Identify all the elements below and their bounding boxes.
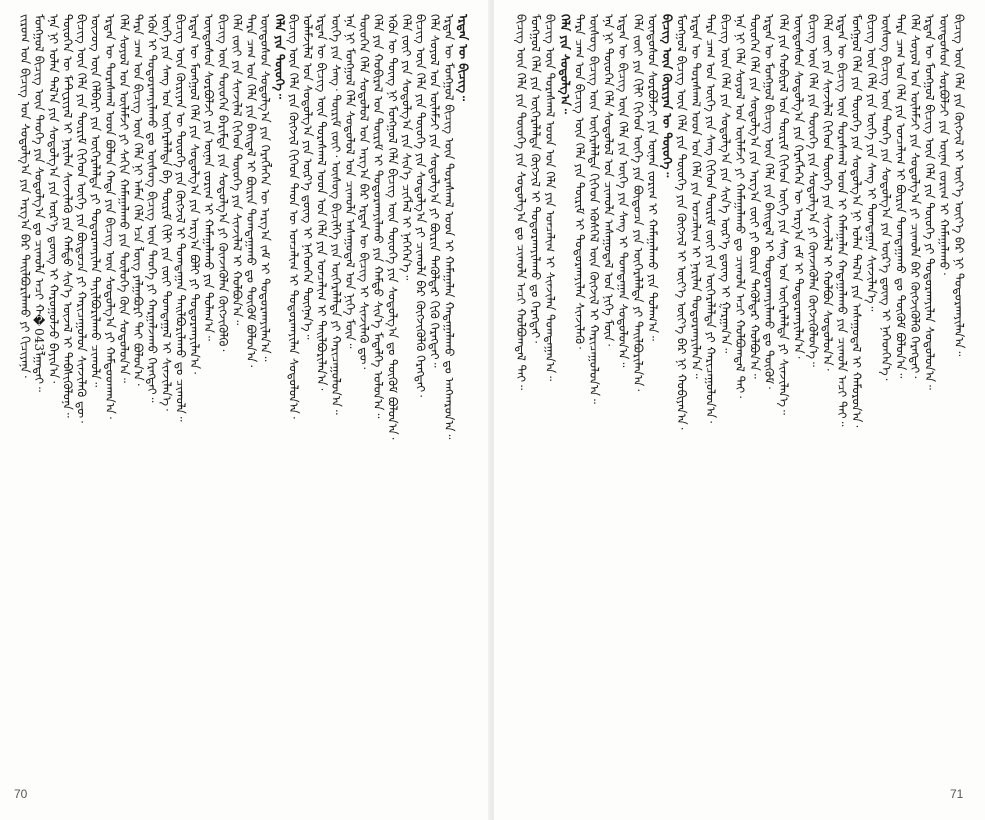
text-column: ᠡᠷᠲᠡᠨ ᠦ ᠪᠢᠴᠢᠭ᠌ ᠦᠨ ᠳᠤᠷᠠᠰᠬᠠᠯ ᠤᠳ ᠢ ᠬᠠᠮᠠᠭᠠᠯᠠᠨ ᠬᠠᠳᠠᠭᠠᠯᠠᠬᠤ ᠶᠢᠨ ᠴᠢᠬᠤᠯᠠ ᠠᠴᠢ ᠲᠠᠢ᠃ xyxy=(835,14,850,427)
text-column: ᠪᠢᠴᠢᠭ᠌ ᠦᠨ ᠬᠡᠯᠡ ᠶᠢᠨ ᠲᠦᠦᠬᠡ ᠶᠢᠨ ᠰᠤᠳᠤᠯᠭ᠎ᠠ ᠳᠤ ᠴᠢᠬᠤᠯᠠ ᠠᠴᠢ ᠬᠣᠯᠪᠣᠭᠳᠠᠯ ᠲᠠᠢ᠃ xyxy=(514,14,528,391)
text-column: ᠪᠢᠴᠢᠭ᠌ ᠦᠨ ᠬᠦᠷᠢᠶᠡᠨ ᠦ ᠲᠦᠦᠬᠡ ᠶᠢᠨ ᠬᠥᠭᠵᠢᠯ ᠢ ᠲᠣᠭᠲᠠᠭᠠᠨ ᠲᠠᠢᠯᠪᠤᠷᠢᠯᠠᠬᠤ ᠳᠤ ᠴᠢᠬᠤᠯᠠ᠃ xyxy=(173,14,188,422)
text-column: ᠡᠷᠲᠡᠨ ᠦ ᠳᠤᠷᠠᠰᠬᠠᠯ ᠤᠳ ᠪᠣᠯᠣᠨ ᠬᠠᠳᠠ ᠶᠢᠨ ᠪᠢᠴᠢᠭ᠌ ᠦᠨ ᠰᠤᠳᠤᠯᠭ᠎ᠠ ᠶᠢ ᠬᠠᠮᠲᠤᠳᠬᠠᠨ᠎ᠠ᠂ xyxy=(102,14,117,419)
text-column: ᠪᠢᠴᠢᠭ᠌ ᠦᠨ ᠬᠡᠯᠡ ᠶᠢᠨ ᠦᠭᠡ ᠶᠢᠨ ᠰᠠᠩ ᠢ ᠲᠣᠭᠲᠠᠭᠠᠨ ᠰᠢᠨᠵᠢᠯᠡᠨ᠎ᠡ᠃ xyxy=(864,14,879,312)
text-column: ᠬᠡᠯᠡ ᠶᠢᠨ ᠬᠤᠪᠢᠷᠠᠯ ᠤᠨ ᠳᠦᠷᠢᠮ ᠬᠢᠭᠡᠳ ᠦᠭᠡ ᠶᠢᠨ ᠰᠠᠩ ᠤᠨ ᠥᠭᠡᠷᠡᠯᠡᠯᠲᠡ ᠶᠢ ᠰᠢᠨᠵᠢᠯᠡᠨ᠎ᠡ᠃ xyxy=(776,14,791,415)
text-column: ᠡᠷᠲᠡᠨ ᠦ ᠪᠢᠴᠢᠭ᠌᠃ xyxy=(455,14,470,101)
text-column: ᠬᠡᠯᠡ ᠶᠢᠨ ᠲᠦᠦᠬᠡ᠃ xyxy=(272,14,287,99)
text-column: ᠬᠡᠯᠡ ᠰᠣᠶᠣᠯ ᠤᠨ ᠦᠯᠡᠮᠵᠢ ᠶᠢᠨ ᠰᠤᠳᠤᠯᠭ᠎ᠠ ᠶᠢ ᠪᠦᠷᠢᠨ ᠲᠡᠭᠦᠯᠳᠡᠷ ᠬᠢᠬᠦ ᠬᠡᠷᠡᠭᠲᠡᠢ᠃ xyxy=(427,14,442,368)
text-column: ᠡᠨᠡ ᠨᠢ ᠣᠯᠠᠨ ᠲᠠᠯ᠎ᠠ ᠶᠢᠨ ᠰᠤᠳᠤᠯᠭ᠎ᠠ ᠶᠢᠨ ᠦᠷ᠎ᠡ ᠳ᠋ᠦᠩ ᠢ ᠬᠠᠷᠤᠭᠤᠯᠵᠤ ᠪᠠᠶᠢᠨ᠎ᠠ᠂ xyxy=(46,14,61,384)
left-page-number: 70 xyxy=(14,787,28,801)
text-column: ᠦᠨᠳᠦᠰᠦᠨ ᠰᠤᠳᠤᠯᠭ᠎ᠠ ᠶᠢᠨ ᠬᠡᠷᠡᠭᠯᠡᠭᠡᠨ ᠦ ᠠᠷᠭ᠎ᠠ ᠵᠠᠮ ᠢ ᠲᠣᠳᠣᠷᠬᠠᠶᠢᠯᠠᠨ᠎ᠠ᠂ xyxy=(791,14,806,359)
text-column: ᠦᠰᠦᠭ ᠪᠢᠴᠢᠭ᠌ ᠦᠨ ᠲᠡᠦᠬᠡ ᠶᠢᠨ ᠰᠤᠳᠤᠯᠭ᠎ᠠ ᠶᠢᠨ ᠦᠷ᠎ᠡ ᠳ᠋ᠦᠩ ᠢ ᠨᠡᠭᠡᠳᠭᠡᠨ᠎ᠡ᠂ xyxy=(878,14,893,381)
text-column: ᠡᠨᠡ ᠨᠢ ᠮᠣᠩᠭᠣᠯ ᠬᠡᠯᠡ ᠰᠤᠳᠤᠯᠤᠯ ᠤᠨ ᠴᠢᠬᠤᠯᠠ ᠠᠰᠠᠭᠤᠳᠠᠯ ᠤᠨ ᠨᠢᠭᠡ ᠮᠥᠨ᠃ xyxy=(342,14,357,349)
text-column: ᠬᠡᠯᠡ ᠶᠢᠨ ᠰᠤᠳᠤᠯᠭ᠎ᠠ᠃ xyxy=(557,14,572,114)
text-column: ᠡᠷᠲᠡᠨ ᠦ ᠳᠤᠷᠠᠰᠬᠠᠯ ᠤᠳ ᠤᠨ ᠬᠡᠯᠡ ᠶᠢᠨ ᠣᠨᠴᠠᠯᠢᠭ ᠢ ᠨᠠᠷᠢᠯᠠᠨ ᠲᠣᠳᠣᠷᠬᠠᠶᠢᠯᠠᠨ᠎ᠠ᠃ xyxy=(689,14,704,379)
text-column: ᠡᠷᠲᠡᠨ ᠦ ᠮᠣᠩᠭᠣᠯ ᠪᠢᠴᠢᠭ᠌ ᠦᠨ ᠬᠡᠯᠡ ᠶᠢᠨ ᠪᠠᠢᠳᠠᠯ ᠢ ᠲᠣᠳᠣᠷᠬᠠᠶᠢᠯᠠᠬᠤ ᠳᠤ ᠳᠥᠭᠦᠮ᠂ xyxy=(762,14,777,389)
text-column: ᠬᠡᠯᠡ ᠵᠦᠢ ᠶᠢᠨ ᠰᠤᠳᠤᠯᠭ᠎ᠠ ᠶᠢᠨ ᠰᠢᠨ᠎ᠡ ᠴᠢᠭᠯᠡᠯ ᠢ ᠨᠡᠭᠡᠭᠡᠨ᠎ᠡ᠃ xyxy=(399,14,414,281)
text-column: ᠦᠨᠳᠦᠰᠦᠨ ᠰᠤᠷᠪᠤᠯᠵᠢ ᠶᠢᠨ ᠦᠨᠡᠨ ᠵᠣᠷᠢᠭ ᠢ ᠬᠠᠮᠠᠭᠠᠯᠠᠬᠤ ᠶᠢᠨ ᠲᠤᠯᠠᠭ᠎ᠠ᠃ xyxy=(645,14,660,341)
text-column: ᠲᠡᠷᠡ ᠴᠠᠭ ᠤᠨ ᠬᠡᠯᠡ ᠶᠢᠨ ᠣᠨᠴᠠᠯᠢᠭ ᠢ ᠪᠦᠷᠢᠨ ᠲᠣᠭᠲᠠᠭᠠᠬᠤ ᠳᠤ ᠳᠥᠭᠦᠮ ᠪᠣᠯᠤᠨ᠎ᠠ᠃ xyxy=(893,14,908,379)
text-column: ᠦᠭᠡ ᠶᠢᠨ ᠰᠠᠩ᠂ ᠳᠦᠷᠢᠮ ᠵᠦᠢ᠂ ᠦᠰᠦᠭ ᠪᠢᠴᠢᠯᠭᠡ ᠶᠢᠨ ᠥᠭᠡᠷᠡᠯᠡᠯᠲᠡ ᠶᠢ ᠬᠠᠷᠢᠴᠠᠭᠤᠯᠤᠨ᠎ᠠ᠃ xyxy=(328,14,343,415)
text-column: ᠲᠡᠷᠡ ᠴᠠᠭ ᠤᠨ ᠦᠭᠡ ᠶᠢᠨ ᠰᠠᠩ ᠬᠢᠭᠡᠳ ᠳᠦᠷᠢᠮ ᠵᠦᠢ ᠶᠢᠨ ᠥᠭᠡᠷᠡᠯᠡᠯᠲᠡ ᠶᠢ ᠬᠠᠷᠢᠴᠠᠭᠤᠯᠤᠨ᠎ᠠ᠂ xyxy=(703,14,718,423)
text-column: ᠬᠡᠯᠡ ᠰᠣᠶᠣᠯ ᠤᠨ ᠦᠯᠡᠮᠵᠢ ᠶᠢ ᠰᠠᠬᠢᠨ ᠬᠠᠮᠠᠭᠠᠯᠠᠬᠤ ᠶᠢᠨ ᠲᠥᠯᠦᠭᠡ ᠭᠦᠨ ᠰᠤᠳᠤᠯᠤᠨ᠎ᠠ᠃ xyxy=(116,14,131,383)
text-column: ᠦᠨᠳᠦᠰᠦᠨ ᠰᠤᠷᠪᠤᠯᠵᠢ ᠶᠢᠨ ᠦᠨᠡᠨ ᠵᠣᠷᠢᠭ ᠢ ᠬᠠᠮᠠᠭᠠᠯᠠᠬᠤ᠂ xyxy=(937,14,952,275)
text-column: ᠦᠨᠳᠦᠰᠦᠨ ᠰᠤᠷᠪᠤᠯᠵᠢ ᠶᠢᠨ ᠦᠨᠡᠨ ᠵᠣᠷᠢᠭ ᠢ ᠬᠠᠮᠠᠭᠠᠯᠠᠬᠤ ᠶᠢᠨ ᠲᠤᠯᠠᠭ᠎ᠠ᠃ xyxy=(201,14,216,341)
text-column: ᠪᠢᠴᠢᠭ᠌ ᠦᠨ ᠬᠦᠷᠢᠶᠡᠨ ᠦ ᠲᠦᠦᠬᠡ᠃ xyxy=(659,14,674,178)
text-column: ᠵᠢᠷᠤᠭ ᠤᠨ ᠪᠢᠴᠢᠭ᠌ ᠤᠨ ᠰᠤᠳᠤᠯᠭ᠎ᠠ ᠶᠢᠨ ᠠᠷᠭ᠎ᠠ ᠪᠠᠷ ᠲᠠᠢᠯᠪᠤᠷᠢᠯᠠᠬᠤ ᠶᠢ ᠬᠢᠴᠢᠶᠡᠨᠡ᠂ xyxy=(18,14,32,378)
text-column: ᠪᠢᠴᠢᠭ᠌ ᠦᠨ ᠬᠡᠯᠡ ᠶᠢᠨ ᠲᠦᠦᠬᠡ ᠶᠢᠨ ᠰᠤᠳᠤᠯᠭ᠎ᠠ ᠶᠢ ᠴᠢᠬᠤᠯᠠ ᠪᠠᠷ ᠬᠥᠭᠵᠢᠭᠦᠯᠬᠦ ᠬᠡᠷᠡᠭᠲᠡᠢ᠂ xyxy=(413,14,428,397)
text-column: ᠬᠡᠯᠡ ᠰᠣᠶᠣᠯ ᠤᠨ ᠦᠯᠡᠮᠵᠢ ᠶᠢᠨ ᠰᠤᠳᠤᠯᠭ᠎ᠠ ᠶᠢ ᠴᠢᠬᠤᠯᠠ ᠪᠠᠷ ᠬᠥᠭᠵᠢᠭᠦᠯᠬᠦ ᠬᠡᠷᠡᠭᠲᠡᠢ᠂ xyxy=(908,14,923,379)
text-column: ᠮᠣᠩᠭᠣᠯ ᠬᠡᠯᠡ ᠶᠢᠨ ᠥᠭᠡᠷᠡᠯᠡᠯᠲᠡ ᠬᠥᠭᠵᠢᠯ ᠢ ᠲᠣᠳᠣᠷᠬᠠᠶᠢᠯᠠᠬᠤ ᠳᠤ ᠬᠡᠷᠡᠭᠲᠡᠢ᠂ xyxy=(528,14,543,344)
text-column: ᠡᠨᠡ ᠨᠢ ᠬᠡᠯᠡ ᠰᠣᠶᠣᠯ ᠤᠨ ᠦᠯᠡᠮᠵᠢ ᠶᠢ ᠬᠠᠮᠠᠭᠠᠯᠠᠬᠤ ᠳᠤ ᠴᠢᠬᠤᠯᠠ ᠠᠴᠢ ᠬᠣᠯᠪᠣᠭᠳᠠᠯ ᠲᠠᠢ᠂ xyxy=(732,14,747,398)
text-column: ᠡᠨᠡ ᠨᠢ ᠲᠦᠦᠬᠡᠨ ᠬᠡᠯᠡ ᠰᠤᠳᠤᠯᠤᠯ ᠤᠨ ᠴᠢᠬᠤᠯᠠ ᠠᠰᠠᠭᠤᠳᠠᠯ ᠤᠨ ᠨᠢᠭᠡ ᠮᠥᠨ᠂ xyxy=(601,14,616,346)
text-column: ᠡᠷᠲᠡᠨ ᠦ ᠪᠢᠴᠢᠭ᠌ ᠦᠨ ᠳᠤᠷᠠᠰᠬᠠᠯ ᠤᠳ ᠤᠨ ᠬᠡᠯᠡ ᠶᠢᠨ ᠣᠨᠴᠠᠯᠢᠭ ᠢ ᠲᠠᠢᠯᠪᠤᠷᠢᠯᠠᠨ᠎ᠠ᠂ xyxy=(314,14,329,391)
text-column: ᠪᠢᠴᠢᠭ᠌ ᠦᠨ ᠬᠡᠯᠡ ᠶᠢᠨ ᠳᠦᠷᠢᠮ ᠬᠢᠭᠡᠳ ᠦᠭᠡ ᠶᠢᠨ ᠪᠦᠲᠦᠴᠡ ᠶᠢ ᠬᠠᠷᠢᠴᠠᠭᠤᠯᠤᠨ ᠰᠢᠨᠵᠢᠯᠡᠬᠦ ᠳᠦ᠂ xyxy=(74,14,89,423)
text-column: ᠪᠢᠴᠢᠭ᠌ ᠦᠨ ᠳᠤᠷᠠᠰᠬᠠᠯ ᠤᠳ ᠤᠨ ᠬᠡᠯᠡ ᠶᠢᠨ ᠣᠨᠴᠠᠯᠢᠭ ᠢ ᠰᠢᠨᠵᠢᠯᠡᠨ ᠲᠣᠭᠲᠠᠭᠠᠨ᠎ᠠ᠃ xyxy=(543,14,558,382)
text-column: ᠦᠵᠦᠭ ᠦᠨ ᠬᠡᠯᠪᠡᠷᠢ ᠶᠢᠨ ᠥᠭᠡᠷᠡᠯᠡᠯᠲᠡ ᠶᠢ ᠲᠣᠳᠣᠷᠬᠠᠶᠢᠯᠠᠨ ᠲᠠᠶᠢᠯᠪᠤᠷᠢᠯᠠᠬᠤ ᠴᠢᠬᠤᠯᠠ᠃ xyxy=(88,14,103,388)
text-column: ᠲᠡᠷᠡ ᠴᠠᠭ ᠤᠨ ᠪᠢᠴᠢᠭ᠌ ᠦᠨ ᠬᠡᠯᠡ ᠶᠢᠨ ᠳᠦᠷᠢᠮ ᠢ ᠲᠣᠳᠣᠷᠬᠠᠶᠢᠯᠠᠨ ᠰᠢᠨᠵᠢᠯᠡᠬᠦ᠂ xyxy=(572,14,587,349)
text-column: ᠬᠡᠯᠡ ᠵᠦᠢ ᠶᠢᠨ ᠬᠢᠯᠢ ᠬᠢᠭᠡᠳ ᠦᠭᠡ ᠶᠢᠨ ᠪᠦᠲᠦᠴᠡ ᠶᠢᠨ ᠥᠭᠡᠷᠡᠯᠡᠯᠲᠡ ᠶᠢ ᠲᠠᠢᠯᠪᠤᠷᠢᠯᠠᠨ᠎ᠠ᠂ xyxy=(630,14,645,392)
text-column: ᠲᠦᠦᠬᠡᠨ ᠬᠡᠯᠡ ᠶᠢᠨ ᠰᠤᠳᠤᠯᠭ᠎ᠠ ᠶᠢᠨ ᠠᠷᠭ᠎ᠠ ᠵᠦᠢ ᠶᠢ ᠪᠦᠷᠢᠨ ᠲᠡᠭᠦᠯᠳᠡᠷ ᠬᠣᠯᠪᠣᠨ᠎ᠠ᠃ xyxy=(747,14,762,379)
text-column: ᠡᠭᠦᠨ ᠢ ᠲᠣᠳᠣᠷᠬᠠᠶᠢᠯᠠᠬᠤ ᠳᠤ ᠦᠰᠦᠭ ᠪᠢᠴᠢᠭ᠌ ᠦᠨ ᠲᠡᠦᠬᠡ ᠶᠢ ᠬᠠᠷᠭᠠᠯᠵᠠᠬᠤ ᠬᠡᠷᠡᠭᠲᠡᠢ᠃ xyxy=(145,14,160,403)
text-column: ᠡᠷᠲᠡᠨ ᠦ ᠮᠣᠩᠭᠣᠯ ᠪᠢᠴᠢᠭ᠌ ᠦᠨ ᠳᠤᠷᠠᠰᠬᠠᠯ ᠤᠳ ᠢ ᠬᠠᠮᠠᠭᠠᠯᠠᠨ ᠬᠠᠳᠠᠭᠠᠯᠠᠬᠤ ᠳᠤ ᠠᠩᠬᠠᠷᠤᠨ᠎ᠠ᠃ xyxy=(441,14,456,440)
text-column: ᠲᠦᠦᠬᠡᠨ ᠬᠡᠯᠡ ᠰᠤᠳᠤᠯᠤᠯ ᠤᠨ ᠠᠷᠭ᠎ᠠ ᠪᠠᠷ ᠡᠷᠲᠡᠨ ᠦ ᠪᠢᠴᠢᠭ᠌ ᠢ ᠰᠢᠨᠵᠢᠯᠡᠬᠦ ᠳᠦ᠂ xyxy=(357,14,371,370)
right-page xyxy=(494,0,985,820)
text-column: ᠲᠡᠷᠡ ᠴᠠᠭ ᠤᠨ ᠪᠢᠴᠢᠭ᠌ ᠦᠨ ᠬᠡᠯᠡ ᠨᠢ ᠠᠮᠠᠨ ᠬᠡᠯᠡ ᠡᠴᠡ ᠯᠦᠭ ᠶᠠᠯᠭᠠᠪᠤᠷᠢ ᠲᠠᠢ ᠪᠣᠯᠤᠨ᠎ᠠ᠂ xyxy=(131,14,145,386)
text-column: ᠲᠦᠦᠬᠡᠨ ᠦ ᠮᠠᠲ᠋ᠧᠷᠢᠶᠠᠯ ᠢ ᠨᠠᠷᠢᠯᠠᠨ ᠰᠢᠨᠵᠢᠯᠡᠬᠦ ᠶᠢᠨ ᠬᠠᠮᠲᠤ ᠰᠢᠨ᠎ᠡ ᠦᠵᠡᠯ ᠢ ᠳᠡᠪᠰᠢᠭᠦᠯᠦᠨᠡ᠃ xyxy=(60,14,75,418)
text-column: ᠲᠡᠷᠡ ᠴᠠᠭ ᠤᠨ ᠬᠡᠯᠡ ᠶᠢᠨ ᠪᠠᠢᠳᠠᠯ ᠢ ᠪᠦᠷᠢᠨ ᠲᠣᠭᠲᠠᠭᠠᠬᠤ ᠳᠤ ᠳᠥᠭᠦᠮ ᠪᠣᠯᠤᠨ᠎ᠠ᠂ xyxy=(244,14,258,368)
text-column: ᠡᠷᠲᠡᠨ ᠦ ᠮᠣᠩᠭᠣᠯ ᠪᠢᠴᠢᠭ᠌ ᠦᠨ ᠬᠡᠯᠡ ᠶᠢᠨ ᠲᠦᠦᠬᠡ ᠶᠢ ᠲᠣᠳᠣᠷᠬᠠᠶᠢᠯᠠᠨ ᠰᠤᠳᠤᠯᠤᠨ᠎ᠠ᠃ xyxy=(922,14,937,390)
text-column: ᠬᠡᠯᠡ ᠶᠢᠨ ᠬᠤᠪᠢᠷᠠᠯ ᠤᠨ ᠳᠦᠷᠢᠮ ᠢ ᠲᠣᠳᠣᠷᠬᠠᠶᠢᠯᠠᠬᠤ ᠶᠢᠨ ᠬᠠᠮᠲᠤ ᠰᠢᠨ᠎ᠡ ᠮᠡᠳᠡᠯᠭᠡ ᠣᠯᠤᠨ᠎ᠠ᠃ xyxy=(371,14,386,419)
text-column: ᠡᠭᠦᠨ ᠦ ᠳᠦᠩ ᠨᠢ ᠮᠣᠩᠭᠣᠯ ᠬᠡᠯᠡ ᠪᠢᠴᠢᠭ᠌ ᠦᠨ ᠲᠦᠦᠬᠡ ᠶᠢᠨ ᠰᠤᠳᠤᠯᠭ᠎ᠠ ᠳᠤ ᠳᠥᠭᠦᠮ ᠪᠣᠯᠤᠨ᠎ᠠ᠂ xyxy=(385,14,400,440)
text-column: ᠪᠢᠴᠢᠭ᠌ ᠦᠨ ᠬᠡᠯᠡ ᠶᠢᠨ ᠲᠦᠦᠬᠡ ᠶᠢᠨ ᠰᠤᠳᠤᠯᠭ᠎ᠠ ᠶᠢ ᠭᠦᠨᠵᠡᠭᠦᠯᠡᠨ ᠬᠥᠭᠵᠢᠭᠦᠯᠦᠨ᠎ᠡ᠃ xyxy=(805,14,820,367)
text-column: ᠦᠨᠳᠦᠰᠦᠨ ᠰᠤᠳᠤᠯᠭ᠎ᠠ ᠶᠢᠨ ᠬᠡᠷᠡᠭᠯᠡᠭᠡᠨ ᠦ ᠠᠷᠭ᠎ᠠ ᠵᠠᠮ ᠢ ᠲᠣᠳᠣᠷᠬᠠᠶᠢᠯᠠᠨ᠎ᠠ᠃ xyxy=(258,14,273,362)
text-column: ᠪᠢᠴᠢᠭ᠌ ᠦᠨ ᠬᠡᠯᠡ ᠶᠢᠨ ᠬᠦᠭᠵᠢᠯ ᠬᠢᠭᠡᠳ ᠲᠡᠦᠨ ᠦ ᠣᠨᠴᠠᠯᠢᠭ ᠢ ᠲᠣᠳᠣᠷᠬᠠᠶᠢᠯᠠᠨ ᠰᠤᠳᠤᠯᠤᠨ᠎ᠠ᠂ xyxy=(286,14,301,419)
left-page xyxy=(0,0,490,820)
text-column: ᠪᠢᠴᠢᠭ᠌ ᠦᠨ ᠲᠦᠦᠬᠡᠨ ᠪᠠᠷᠢᠮᠲᠠ ᠶᠢᠨ ᠰᠤᠳᠤᠯᠭ᠎ᠠ ᠶᠢ ᠭᠦᠨᠵᠡᠭᠦᠯᠡᠨ ᠬᠦᠭᠵᠢᠭᠦᠯᠬᠦ᠂ xyxy=(215,14,230,352)
text-column: ᠮᠣᠩᠭᠣᠯ ᠪᠢᠴᠢᠭ᠌ ᠦᠨ ᠲᠡᠦᠬᠡ ᠶᠢᠨ ᠰᠤᠳᠤᠯᠭ᠎ᠠ ᠳᠤ ᠴᠢᠬᠤᠯᠠ ᠠᠴᠢ ᠬ�043ᠯᠭᠠᠳᠠᠢ᠃ xyxy=(32,14,47,392)
text-column: ᠬᠡᠯᠡ ᠵᠦᠢ ᠶᠢᠨ ᠰᠢᠨᠵᠢᠯᠡᠯ ᠬᠢᠭᠡᠳ ᠲᠦᠦᠬᠡ ᠶᠢᠨ ᠰᠢᠨᠵᠢᠯᠡᠯ ᠢ ᠬᠣᠯᠪᠣᠨ᠎ᠠ᠃ xyxy=(229,14,244,326)
right-page-number: 71 xyxy=(950,787,964,801)
text-column: ᠡᠷᠲᠡᠨ ᠦ ᠪᠢᠴᠢᠭ᠌ ᠦᠨ ᠬᠡᠯᠡ ᠶᠢᠨ ᠦᠭᠡ ᠶᠢᠨ ᠰᠠᠩ ᠢ ᠲᠣᠭᠲᠠᠭᠠᠨ ᠰᠤᠳᠤᠯᠤᠨ᠎ᠠ᠃ xyxy=(616,14,631,368)
text-column: ᠦᠰᠦᠭ ᠪᠢᠴᠢᠭ᠌ ᠦᠨ ᠥᠭᠡᠷᠡᠯᠡᠯᠲᠡ ᠬᠢᠭᠡᠳ ᠡᠭᠦᠰᠬᠡᠯ ᠦᠨ ᠬᠥᠭᠵᠢᠯ ᠢ ᠬᠠᠷᠢᠴᠠᠭᠤᠯᠤᠨ᠎ᠠ᠃ xyxy=(586,14,601,404)
text-column: ᠤᠯᠠᠮᠵᠢᠯᠠᠯ ᠤᠨ ᠰᠤᠳᠤᠯᠭ᠎ᠠ ᠶᠢᠨ ᠦᠷ᠎ᠡ ᠳ᠋ᠦᠩ ᠢ ᠨᠡᠭᠡᠳᠭᠡᠨ ᠳᠦᠭᠨᠡᠨ᠎ᠡ᠃ xyxy=(300,14,315,340)
right-page-text-block xyxy=(514,14,966,749)
text-column: ᠮᠣᠩᠭᠣᠯ ᠬᠡᠯᠡ ᠶᠢᠨ ᠲᠦᠦᠬᠡ ᠶᠢᠨ ᠰᠤᠳᠤᠯᠭ᠎ᠠ ᠨᠢ ᠣᠯᠠᠨ ᠲᠠᠯ᠎ᠠ ᠶᠢᠨ ᠠᠰᠠᠭᠤᠳᠠᠯ ᠢ ᠬᠠᠮᠤᠷᠤᠨ᠎ᠠ᠂ xyxy=(849,14,864,428)
left-page-text-block xyxy=(18,14,470,749)
text-column: ᠪᠢᠴᠢᠭ᠌ ᠦᠨ ᠬᠡᠯᠡ ᠶᠢᠨ ᠰᠤᠳᠤᠯᠭ᠎ᠠ ᠶᠢᠨ ᠰᠢᠨ᠎ᠡ ᠦᠷ᠎ᠡ ᠳ᠋ᠦᠩ ᠢ ᠭᠠᠷᠭᠠᠨ᠎ᠠ᠃ xyxy=(718,14,733,354)
text-column: ᠮᠣᠩᠭᠣᠯ ᠪᠢᠴᠢᠭ᠌ ᠦᠨ ᠬᠡᠯᠡ ᠶᠢᠨ ᠲᠦᠦᠬᠡ ᠶᠢᠨ ᠬᠥᠭᠵᠢᠯ ᠢ ᠦᠶ᠎ᠡ ᠦᠶ᠎ᠡ ᠪᠡᠷ ᠨᠢ ᠬᠤᠪᠢᠶᠠᠨ᠎ᠠ᠂ xyxy=(674,14,689,430)
text-column: ᠡᠷᠲᠡᠨ ᠦ ᠮᠣᠩᠭᠣᠯ ᠬᠡᠯᠡ ᠶᠢᠨ ᠰᠤᠳᠤᠯᠭ᠎ᠠ ᠶᠢᠨ ᠠᠷᠭ᠎ᠠ ᠪᠤᠯᠢ ᠶᠢ ᠲᠣᠳᠣᠷᠬᠠᠶᠢᠯᠠᠨ᠎ᠠ᠂ xyxy=(187,14,202,374)
text-column: ᠦᠭᠡ ᠶᠢᠨ ᠰᠠᠩ ᠤᠨ ᠥᠭᠡᠷᠡᠯᠡᠯᠲᠡ ᠪᠠ ᠳᠦᠷᠢᠮ ᠬᠢᠯᠢ ᠶᠢᠨ ᠵᠦᠢ ᠲᠣᠭᠲᠠᠭᠠᠯ ᠢ ᠰᠢᠨᠵᠢᠯᠡᠨ᠎ᠡ᠂ xyxy=(159,14,174,411)
text-column: ᠪᠢᠴᠢᠭ᠌ ᠦᠨ ᠬᠡᠯᠡ ᠶᠢᠨ ᠬᠥᠭᠵᠢᠯ ᠢ ᠦᠶ᠎ᠡ ᠦᠶ᠎ᠡ ᠪᠡᠷ ᠨᠢ ᠲᠣᠳᠣᠷᠬᠠᠶᠢᠯᠠᠨ᠎ᠠ᠃ xyxy=(951,14,966,357)
text-column: ᠬᠡᠯᠡ ᠵᠦᠢ ᠶᠢᠨ ᠰᠢᠨᠵᠢᠯᠡᠯ ᠬᠢᠭᠡᠳ ᠲᠦᠦᠬᠡ ᠶᠢᠨ ᠰᠢᠨᠵᠢᠯᠡᠯ ᠢ ᠬᠣᠯᠪᠣᠨ ᠰᠤᠳᠤᠯᠤᠨ᠎ᠠ᠂ xyxy=(820,14,835,371)
